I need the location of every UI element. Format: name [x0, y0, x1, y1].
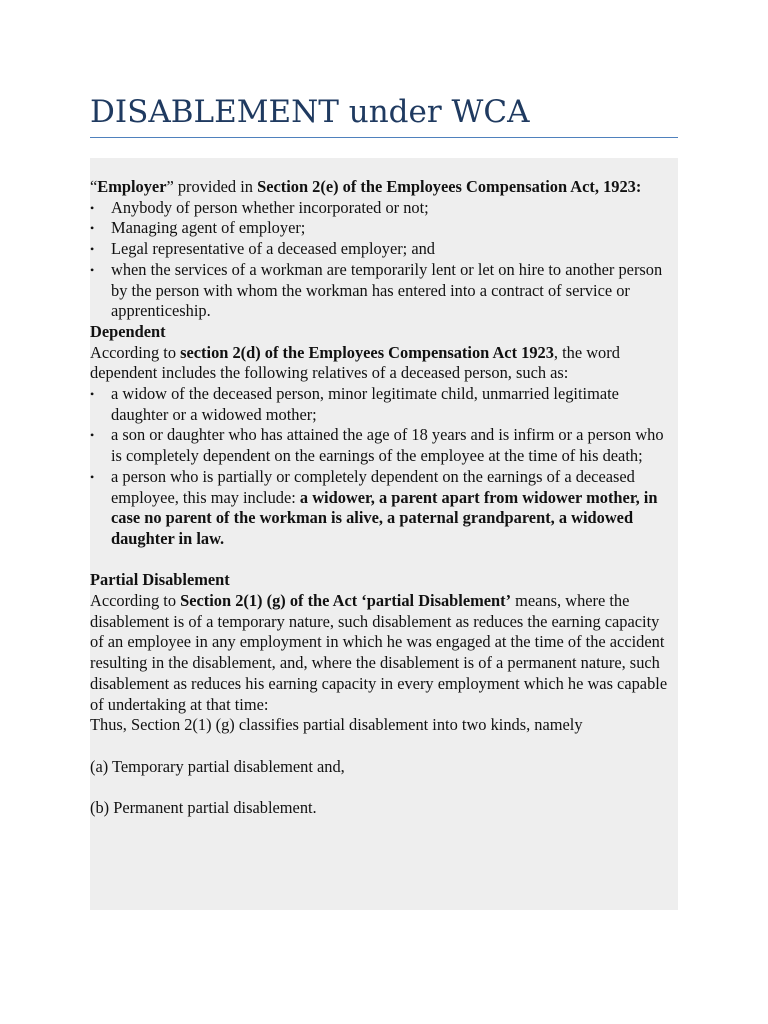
- list-item: • Anybody of person whether incorporated or not;: [90, 198, 674, 219]
- dependent-heading: Dependent: [90, 321, 166, 341]
- employer-term: Employer: [97, 177, 167, 196]
- employer-section: [90, 177, 674, 322]
- dependent-list: [90, 384, 674, 550]
- close-quote: ”: [166, 177, 174, 196]
- partial-disablement-section: [90, 570, 674, 818]
- employer-list: [90, 198, 674, 322]
- kind-b: (b) Permanent partial disablement.: [90, 798, 317, 818]
- dependent-section-ref: section 2(d) of the Employees Compensation Act 1923: [180, 342, 554, 362]
- employer-section-ref: Section 2(e) of the Employees Compensation Act, 1923:: [257, 177, 642, 196]
- dependent-section: [90, 322, 674, 550]
- dependent-intro: According to section 2(d) of the Employees Compensation Act 1923, the word dependent includes the following relatives of a deceased person, such as:: [90, 342, 620, 383]
- list-item: • a son or daughter who has attained the age of 18 years and is infirm or a person who is completely dependent on the earnings of the employee at the time of his death;: [90, 425, 674, 466]
- document-body: [90, 177, 674, 819]
- list-item: • a widow of the deceased person, minor legitimate child, unmarried legitimate daughter or a widowed mother;: [90, 384, 674, 425]
- list-item: • when the services of a workman are temporarily lent or let on hire to another person by the person with whom the workman has entered into a contract of service or apprenticeship.: [90, 260, 674, 322]
- page-title: DISABLEMENT under WCA: [90, 94, 530, 130]
- employer-definition: [90, 177, 674, 198]
- open-quote: “: [90, 177, 98, 196]
- title-underline: [90, 137, 678, 138]
- list-item: • Managing agent of employer;: [90, 218, 674, 239]
- list-item: • Legal representative of a deceased employer; and: [90, 239, 674, 260]
- partial-definition: According to Section 2(1) (g) of the Act ‘partial Disablement’ means, where the disablement is of a temporary nature, such disablement as reduces the earning capacity of an employee in any employment in which he was engaged at the time of the accident resulting in the disablement, and, where the disablement is of a permanent nature, such disablement as reduces his earning capacity in every employment which he was capable of undertaking at that time:: [90, 591, 668, 714]
- list-item: • a person who is partially or completely dependent on the earnings of a deceased employee, this may include: a widower, a parent apart from widower mother, in case no parent of the workman is alive, a paternal grandparent, a widowed daughter in law.: [90, 467, 674, 550]
- partial-section-ref: Section 2(1) (g) of the Act ‘partial Disablement’: [180, 591, 512, 611]
- partial-heading: Partial Disablement: [90, 570, 230, 590]
- employer-intro: provided in: [173, 177, 258, 196]
- partial-summary: Thus, Section 2(1) (g) classifies partial disablement into two kinds, namely: [90, 715, 583, 735]
- kind-a: (a) Temporary partial disablement and,: [90, 756, 345, 776]
- dependent-extended-list: a widower, a parent apart from widower mother, in case no parent of the workman is alive, a paternal grandparent, a widowed daughter in law.: [111, 487, 658, 548]
